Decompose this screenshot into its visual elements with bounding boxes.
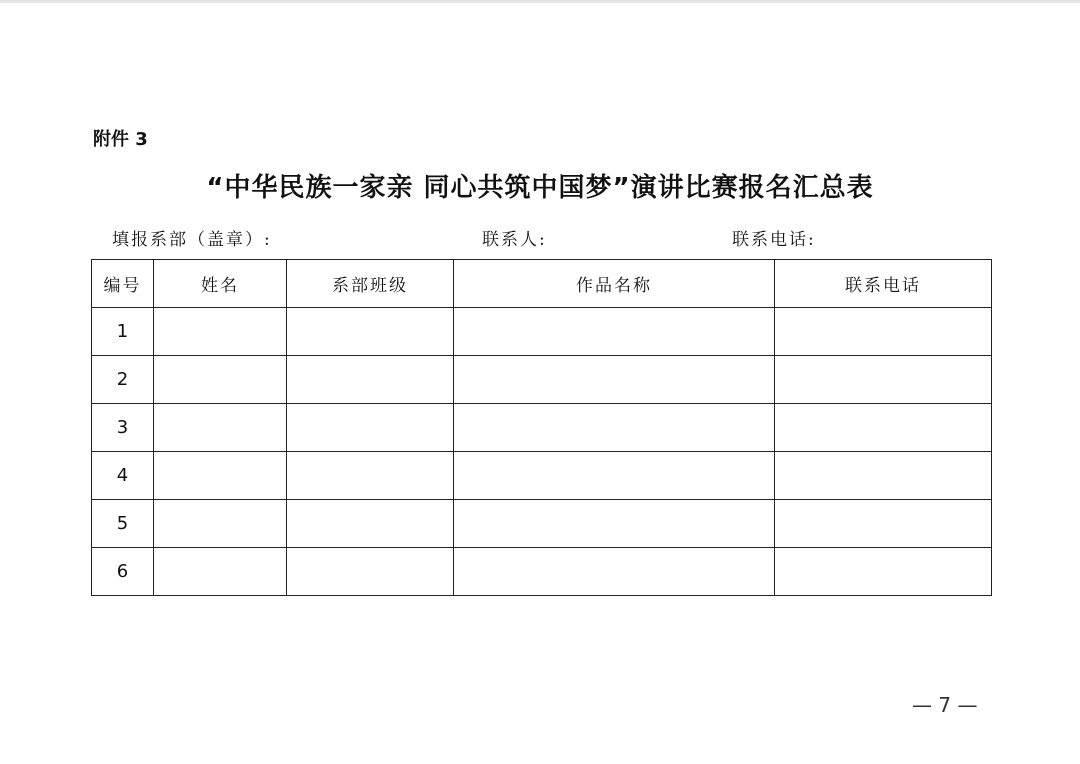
row-number: 3 <box>92 404 154 452</box>
name-cell <box>154 404 287 452</box>
table-row <box>92 356 992 404</box>
header-name: 姓名 <box>154 260 287 308</box>
dept-class-cell <box>287 308 454 356</box>
dept-class-cell <box>287 452 454 500</box>
table-row <box>92 308 992 356</box>
page-top-rule <box>0 0 1080 3</box>
header-number: 编号 <box>92 260 154 308</box>
row-number: 4 <box>92 452 154 500</box>
work-title-cell <box>454 308 775 356</box>
header-phone: 联系电话 <box>775 260 992 308</box>
work-title-cell <box>454 452 775 500</box>
work-title-cell <box>454 548 775 596</box>
phone-cell <box>775 452 992 500</box>
work-title-cell <box>454 500 775 548</box>
work-title-cell <box>454 356 775 404</box>
document-title: “中华民族一家亲 同心共筑中国梦”演讲比赛报名汇总表 <box>206 173 874 203</box>
dept-class-cell <box>287 356 454 404</box>
registration-table <box>91 259 992 596</box>
row-number: 1 <box>92 308 154 356</box>
dept-class-cell <box>287 548 454 596</box>
phone-cell <box>775 356 992 404</box>
row-number: 2 <box>92 356 154 404</box>
phone-cell <box>775 308 992 356</box>
name-cell <box>154 356 287 404</box>
table-row <box>92 548 992 596</box>
contact-person-label: 联系人: <box>482 230 547 250</box>
phone-cell <box>775 404 992 452</box>
contact-phone-label: 联系电话: <box>732 230 816 250</box>
work-title-cell <box>454 404 775 452</box>
page-number: — 7 — <box>912 693 978 717</box>
phone-cell <box>775 548 992 596</box>
dept-class-cell <box>287 404 454 452</box>
name-cell <box>154 548 287 596</box>
name-cell <box>154 308 287 356</box>
header-dept-class: 系部班级 <box>287 260 454 308</box>
name-cell <box>154 500 287 548</box>
table-header-row <box>92 260 992 308</box>
row-number: 6 <box>92 548 154 596</box>
dept-class-cell <box>287 500 454 548</box>
attachment-label: 附件 3 <box>93 129 148 150</box>
table-row <box>92 404 992 452</box>
fill-dept-label: 填报系部（盖章）: <box>112 230 272 250</box>
header-work-title: 作品名称 <box>454 260 775 308</box>
row-number: 5 <box>92 500 154 548</box>
table-row <box>92 500 992 548</box>
name-cell <box>154 452 287 500</box>
phone-cell <box>775 500 992 548</box>
table-row <box>92 452 992 500</box>
